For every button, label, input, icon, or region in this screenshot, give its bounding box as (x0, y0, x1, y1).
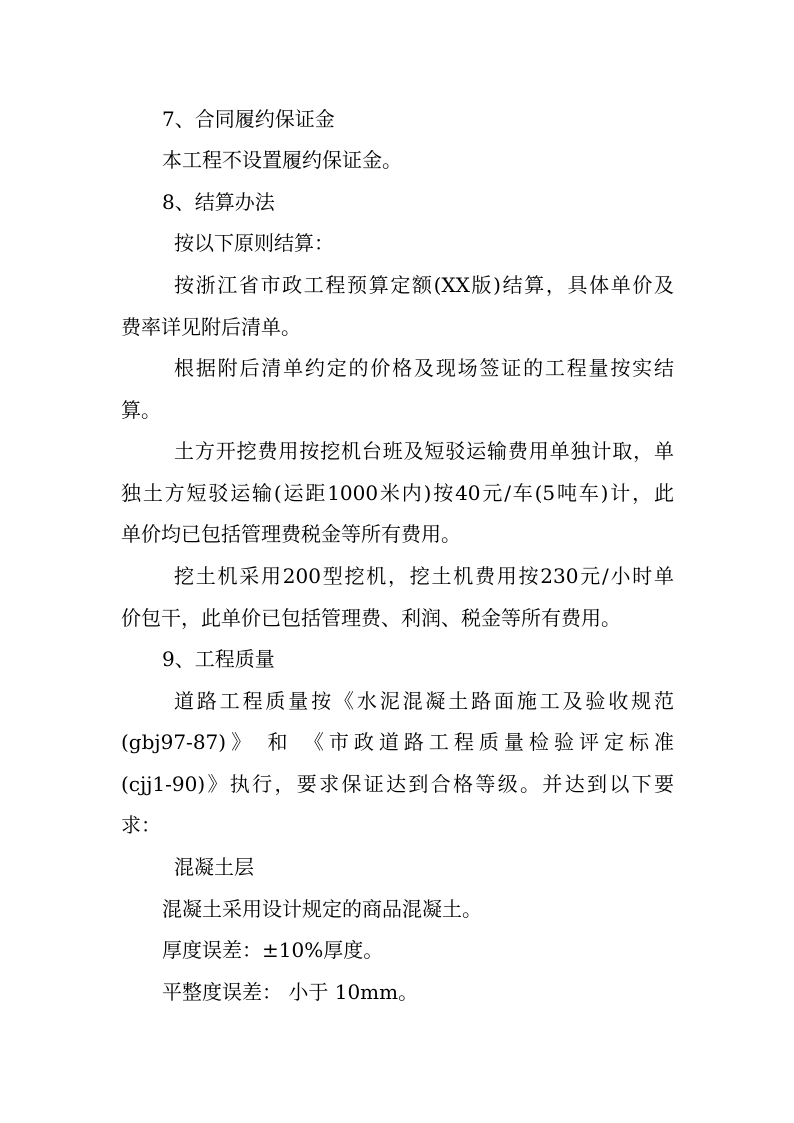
paragraph-9-line-2: (gbj97-87)》 和 《市政道路工程质量检验评定标准 (121, 730, 674, 754)
concrete-requirement: 混凝土采用设计规定的商品混凝土。 (162, 897, 482, 921)
paragraph-8-a-line-2: 费率详见附后清单。 (121, 315, 301, 339)
paragraph-7: 本工程不设置履约保证金。 (162, 148, 402, 172)
paragraph-9-line-4: 求： (121, 813, 161, 837)
paragraph-8-b-line-2: 算。 (121, 398, 161, 422)
flatness-tolerance: 平整度误差： 小于 10mm。 (162, 980, 419, 1004)
paragraph-9-line-1: 道路工程质量按《水泥混凝土路面施工及验收规范 (174, 689, 674, 713)
paragraph-8-d-line-2: 价包干，此单价已包括管理费、利润、税金等所有费用。 (121, 606, 621, 630)
heading-8: 8、结算办法 (162, 190, 275, 214)
heading-9: 9、工程质量 (162, 647, 275, 671)
thickness-tolerance: 厚度误差：±10%厚度。 (162, 938, 384, 962)
paragraph-9-line-3: (cjj1-90)》执行，要求保证达到合格等级。并达到以下要 (121, 772, 674, 796)
heading-7: 7、合同履约保证金 (162, 107, 335, 131)
subheading-concrete-layer: 混凝土层 (174, 855, 254, 879)
paragraph-8-c-line-2: 独土方短驳运输(运距1000米内)按40元/车(5吨车)计，此 (121, 481, 674, 505)
paragraph-8-c-line-1: 土方开挖费用按挖机台班及短驳运输费用单独计取，单 (174, 439, 674, 463)
paragraph-8-b-line-1: 根据附后清单约定的价格及现场签证的工程量按实结 (174, 356, 674, 380)
paragraph-8-d-line-1: 挖土机采用200型挖机，挖土机费用按230元/小时单 (174, 564, 674, 588)
paragraph-8-c-line-3: 单价均已包括管理费税金等所有费用。 (121, 522, 461, 546)
paragraph-8-intro: 按以下原则结算： (174, 231, 334, 255)
paragraph-8-a-line-1: 按浙江省市政工程预算定额(XX版)结算，具体单价及 (174, 273, 674, 297)
